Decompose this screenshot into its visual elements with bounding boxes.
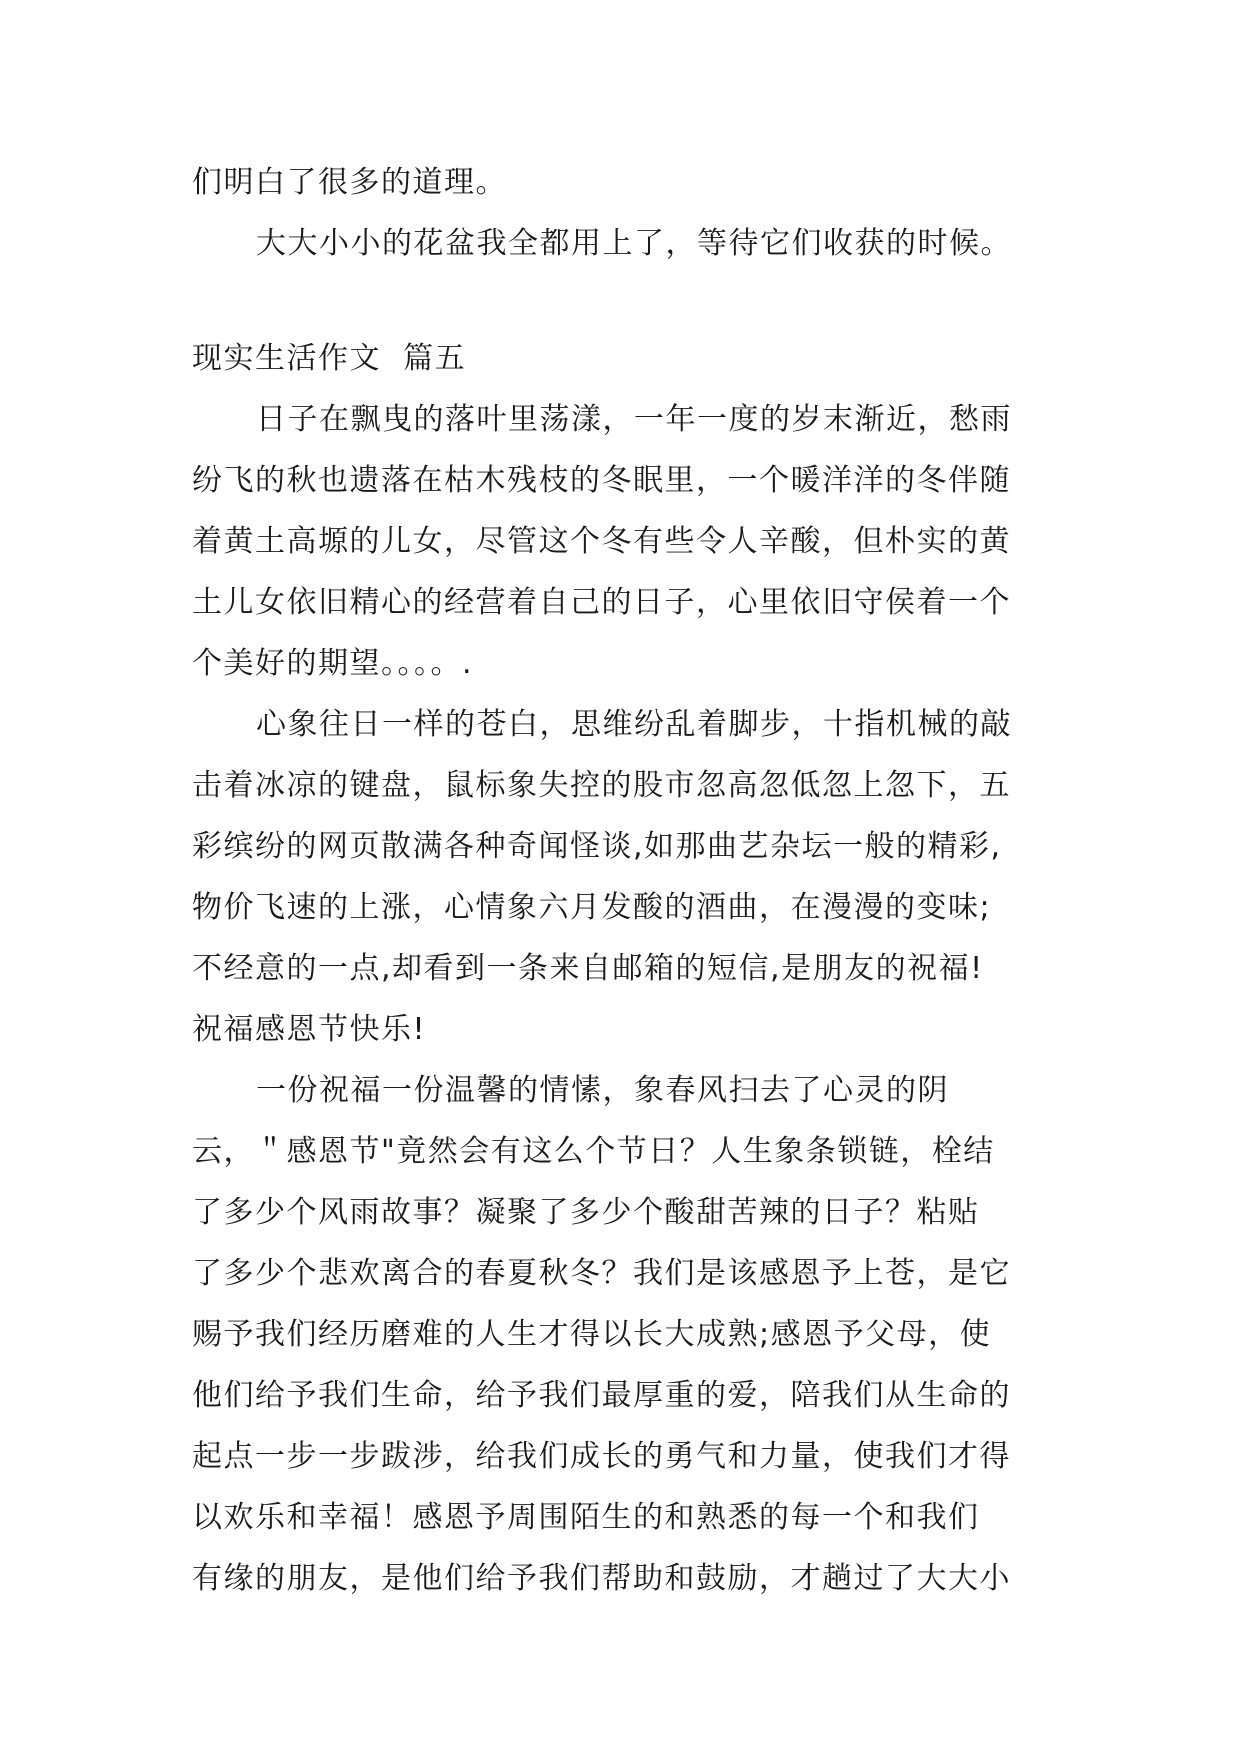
text-line: 赐予我们经历磨难的人生才得以长大成熟;感恩予父母，使 — [192, 1317, 992, 1352]
text-line: 有缘的朋友，是他们给予我们帮助和鼓励，才趟过了大大小 — [192, 1561, 1011, 1596]
text-line: 了多少个风雨故事？凝聚了多少个酸甜苦辣的日子？粘贴 — [192, 1195, 980, 1230]
text-line: 一份祝福一份温馨的情愫，象春风扫去了心灵的阴 — [256, 1073, 949, 1108]
text-line: 心象往日一样的苍白，思维纷乱着脚步，十指机械的敲 — [256, 707, 1012, 742]
text-line: 祝福感恩节快乐! — [192, 1012, 427, 1047]
text-line: 土儿女依旧精心的经营着自己的日子，心里依旧守侯着一个 — [192, 585, 1011, 620]
text-line: 彩缤纷的网页散满各种奇闻怪谈,如那曲艺杂坛一般的精彩, — [192, 829, 1002, 864]
text-line: 他们给予我们生命，给予我们最厚重的爱，陪我们从生命的 — [192, 1378, 1011, 1413]
section-heading: 现实生活作文 篇五 — [192, 341, 467, 376]
text-line: 了多少个悲欢离合的春夏秋冬？我们是该感恩予上苍，是它 — [192, 1256, 1011, 1291]
section-spacer — [192, 274, 1072, 328]
text-line: 纷飞的秋也遗落在枯木残枝的冬眠里，一个暖洋洋的冬伴随 — [192, 463, 1011, 498]
text-line: 云，＂感恩节"竟然会有这么个节日？人生象条锁链，栓结 — [192, 1134, 995, 1169]
paragraph-1 — [192, 389, 1072, 694]
paragraph-2 — [192, 694, 1072, 1060]
paragraph-3 — [192, 1060, 1072, 1609]
document-body — [192, 152, 1072, 1609]
text-line: 日子在飘曳的落叶里荡漾，一年一度的岁末渐近，愁雨 — [256, 402, 1012, 437]
text-line: 大大小小的花盆我全都用上了，等待它们收获的时候。 — [256, 226, 1012, 261]
text-line: 物价飞速的上涨，心情象六月发酸的酒曲，在漫漫的变味; — [192, 890, 992, 925]
text-line: 个美好的期望。。。。. — [192, 646, 474, 681]
text-line: 以欢乐和幸福！感恩予周围陌生的和熟悉的每一个和我们 — [192, 1500, 980, 1535]
text-line: 着黄土高塬的儿女，尽管这个冬有些令人辛酸，但朴实的黄 — [192, 524, 1011, 559]
text-line: 起点一步一步跋涉，给我们成长的勇气和力量，使我们才得 — [192, 1439, 1011, 1474]
text-line: 击着冰凉的键盘，鼠标象失控的股市忽高忽低忽上忽下，五 — [192, 768, 1011, 803]
text-line: 不经意的一点,却看到一条来自邮箱的短信,是朋友的祝福! — [192, 951, 984, 986]
text-line: 们明白了很多的道理。 — [192, 165, 507, 200]
